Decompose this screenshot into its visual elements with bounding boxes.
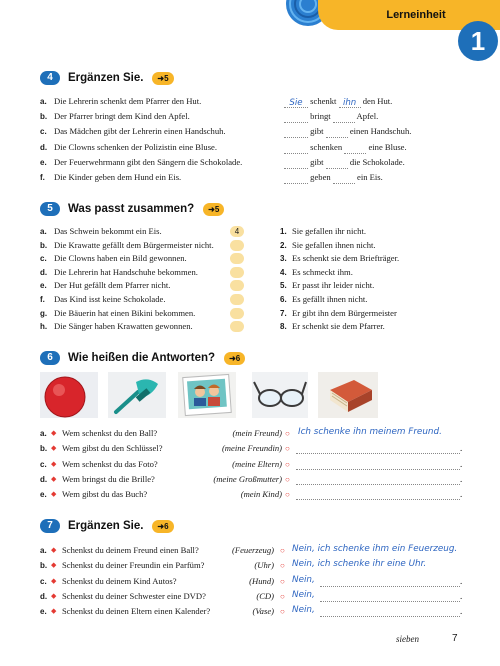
item-sentence: Der Feuerwehrmann gibt den Sängern die Schokolade. (54, 156, 243, 167)
hint: (Vase) (252, 606, 274, 617)
match-number: 2. (280, 240, 287, 250)
exercise-4-item (40, 141, 460, 154)
handwritten-answer: Sie (289, 98, 303, 108)
handwritten-answer: Nein, ich schenke ihr eine Uhr. (292, 559, 427, 570)
header-title: Lerneinheit (386, 9, 446, 21)
hint: (mein Freund) (232, 428, 282, 438)
hint: (mein Kind) (240, 489, 282, 500)
item-letter: g. (40, 308, 48, 318)
item-letter: a. (40, 429, 47, 438)
page-word: sieben (396, 634, 419, 644)
item-letter: e. (40, 490, 47, 500)
answer-marker-icon: ○ (280, 546, 285, 555)
match-right-sentence: Es gefällt ihnen nicht. (292, 294, 368, 304)
handwritten-answer: Nein, (292, 605, 315, 616)
sentence-period: . (460, 575, 463, 586)
sentence-period: . (460, 458, 463, 469)
hint: (Uhr) (254, 560, 274, 571)
match-left-item (40, 225, 470, 238)
answer-line[interactable] (296, 442, 463, 454)
completion-line (284, 125, 411, 138)
item-sentence: Das Mädchen gibt der Lehrerin einen Handschuh. (54, 126, 226, 137)
answer-box[interactable] (230, 294, 244, 305)
match-right-sentence: Sie gefallen ihnen nicht. (292, 239, 376, 250)
object-blank[interactable] (333, 111, 355, 123)
item-letter: b. (40, 561, 48, 571)
question: Wem schenkst du das Foto? (62, 458, 158, 469)
verb: gibt (310, 156, 324, 167)
exercise-number: 7 (40, 519, 60, 533)
item-sentence: Die Sänger haben Krawatten gewonnen. (54, 321, 193, 332)
key-image (108, 372, 166, 418)
item-letter: f. (40, 295, 45, 304)
handwritten-answer: Ich schenke ihn meinem Freund. (298, 427, 442, 437)
exercise-title: Ergänzen Sie. (68, 520, 144, 532)
page-number: 7 (452, 633, 458, 644)
item-letter: d. (40, 474, 48, 484)
match-right-sentence: Es schenkt sie dem Briefträger. (292, 253, 400, 264)
item-letter: c. (40, 459, 47, 469)
unit-number-badge: 1 (458, 21, 498, 61)
item-sentence: Die Kinder geben dem Hund ein Eis. (54, 172, 182, 182)
answer-marker-icon: ○ (285, 459, 290, 469)
bullet-icon: ◆ (51, 444, 57, 453)
object-blank[interactable] (339, 96, 361, 108)
match-number: 1. (280, 227, 287, 236)
match-number: 5. (280, 281, 287, 291)
completion-line (284, 156, 405, 169)
item-letter: e. (40, 281, 47, 291)
remaining-phrase: Apfel. (356, 111, 379, 122)
item-letter: a. (40, 97, 47, 106)
item-letter: h. (40, 322, 48, 332)
completion-line (284, 141, 407, 154)
item-letter: c. (40, 254, 47, 264)
question: Schenkst du deiner Schwester eine DVD? (62, 590, 206, 601)
match-left-item (40, 279, 470, 292)
remaining-phrase: den Hut. (362, 96, 393, 106)
verb: schenken (310, 141, 343, 152)
exercise-number: 5 (40, 202, 60, 216)
bullet-icon: ◆ (51, 607, 57, 616)
match-number: 6. (280, 295, 287, 304)
reference-badge: ➜6 (152, 520, 173, 533)
completion-line (284, 110, 378, 123)
exercise-7-item (40, 575, 470, 588)
bullet-icon: ◆ (51, 546, 57, 554)
sentence-period: . (460, 443, 463, 454)
item-letter: e. (40, 607, 47, 617)
sentence-period: . (460, 590, 463, 601)
answer-line[interactable] (296, 458, 463, 470)
answer-box[interactable] (230, 267, 244, 278)
item-letter: a. (40, 546, 47, 555)
item-sentence: Die Clowns schenken der Polizistin eine Bluse. (54, 141, 218, 152)
question: Schenkst du deinem Freund einen Ball? (62, 545, 199, 555)
object-blank[interactable] (326, 157, 348, 169)
bullet-icon: ◆ (51, 490, 57, 499)
question: Wem bringst du die Brille? (62, 473, 155, 484)
item-sentence: Das Schwein bekommt ein Eis. (54, 226, 162, 236)
ball-image (40, 372, 98, 418)
answer-line[interactable] (296, 473, 463, 485)
verb: schenkt (310, 96, 337, 106)
item-letter: c. (40, 576, 47, 586)
match-left-item (40, 239, 470, 252)
sentence-period: . (460, 473, 463, 484)
answer-line[interactable] (320, 605, 463, 617)
bullet-icon: ◆ (51, 561, 57, 570)
match-left-item (40, 293, 470, 306)
exercise-4-item (40, 125, 460, 138)
match-number: 4. (280, 267, 287, 277)
answer-box[interactable] (230, 280, 244, 291)
item-letter: d. (40, 142, 48, 152)
exercise-6-item (40, 473, 463, 486)
bullet-icon: ◆ (51, 576, 57, 585)
exercise-6-item (40, 427, 460, 440)
answer-marker-icon: ○ (285, 444, 290, 454)
item-letter: f. (40, 173, 45, 182)
answer-box[interactable] (230, 240, 244, 251)
item-letter: c. (40, 127, 47, 137)
object-blank[interactable] (333, 172, 355, 184)
question: Schenkst du deinen Eltern einen Kalender? (62, 606, 211, 617)
answer-box[interactable]: 4 (230, 226, 244, 237)
answer-line[interactable] (320, 575, 463, 587)
exercise-4-item (40, 110, 460, 123)
handwritten-answer: Nein, ich schenke ihm ein Feuerzeug. (292, 544, 458, 554)
subject-blank[interactable] (284, 157, 308, 169)
object-blank[interactable] (326, 126, 348, 138)
item-sentence: Das Kind isst keine Schokolade. (54, 294, 166, 304)
exercise-7-item (40, 590, 470, 603)
remaining-phrase: einen Handschuh. (349, 126, 412, 137)
handwritten-answer: Nein, (292, 589, 315, 600)
exercise-6-heading (40, 349, 245, 367)
match-right-sentence: Er gibt ihn dem Bürgermeister (292, 307, 397, 318)
item-sentence: Die Bäuerin hat einen Bikini bekommen. (54, 307, 196, 318)
reference-badge: ➜5 (203, 203, 224, 216)
item-sentence: Der Hut gefällt dem Pfarrer nicht. (54, 280, 171, 291)
subject-blank[interactable] (284, 172, 308, 184)
exercise-7-item (40, 544, 470, 557)
remaining-phrase: eine Bluse. (368, 141, 407, 152)
answer-marker-icon: ○ (280, 591, 285, 601)
answer-marker-icon: ○ (285, 474, 290, 484)
hint: (Feuerzeug) (232, 545, 274, 555)
hint: (meine Großmutter) (213, 473, 282, 484)
subject-blank[interactable] (284, 142, 308, 154)
remaining-phrase: ein Eis. (357, 172, 383, 182)
reference-badge: ➜6 (224, 352, 245, 365)
item-letter: b. (40, 112, 48, 122)
exercise-title: Was passt zusammen? (68, 203, 195, 215)
hint: (meine Freundin) (221, 443, 282, 454)
match-number: 7. (280, 308, 287, 318)
item-sentence: Der Pfarrer bringt dem Kind den Apfel. (54, 111, 190, 122)
handwritten-answer: Nein, (292, 574, 315, 585)
question: Wem schenkst du den Ball? (62, 428, 158, 438)
bullet-icon: ◆ (51, 474, 57, 483)
exercise-7-heading (40, 517, 174, 535)
bullet-icon: ◆ (51, 591, 57, 600)
answer-marker-icon: ○ (280, 561, 285, 571)
question: Schenkst du deiner Freundin ein Parfüm? (62, 560, 205, 571)
verb: bringt (310, 111, 331, 122)
match-left-item (40, 320, 470, 333)
item-letter: b. (40, 444, 48, 454)
exercise-6-item (40, 458, 463, 471)
item-sentence: Die Clowns haben ein Bild gewonnen. (54, 253, 187, 264)
exercise-title: Wie heißen die Antworten? (68, 352, 216, 364)
exercise-7-item (40, 559, 470, 572)
completion-line (284, 95, 392, 108)
item-sentence: Die Lehrerin hat Handschuhe bekommen. (54, 266, 198, 277)
exercise-4-heading (40, 69, 174, 87)
item-letter: d. (40, 267, 48, 277)
match-left-item (40, 266, 470, 279)
hint: (meine Eltern) (232, 458, 282, 469)
subject-blank[interactable] (284, 96, 308, 108)
object-blank[interactable] (344, 142, 366, 154)
reference-badge: ➜5 (152, 72, 173, 85)
answer-box[interactable] (230, 321, 244, 332)
exercise-6-item (40, 442, 463, 455)
exercise-7-item (40, 605, 470, 618)
glasses-image (252, 372, 308, 418)
answer-box[interactable] (230, 308, 244, 319)
item-sentence: Die Lehrerin schenkt dem Pfarrer den Hut. (54, 96, 202, 106)
match-right-sentence: Er passt ihr leider nicht. (292, 280, 375, 291)
exercise-title: Ergänzen Sie. (68, 72, 144, 84)
sentence-period: . (460, 606, 463, 617)
answer-marker-icon: ○ (280, 576, 285, 586)
match-right-sentence: Sie gefallen ihr nicht. (292, 226, 366, 236)
remaining-phrase: die Schokolade. (349, 156, 405, 167)
match-right-sentence: Es schmeckt ihm. (292, 266, 353, 277)
question: Wem gibst du den Schlüssel? (62, 443, 163, 454)
item-sentence: Die Krawatte gefällt dem Bürgermeister nicht. (54, 239, 214, 250)
handwritten-answer: ihn (342, 98, 357, 108)
match-right-sentence: Er schenkt sie dem Pfarrer. (292, 321, 385, 332)
verb: geben (310, 172, 331, 182)
question: Wem gibst du das Buch? (62, 489, 148, 500)
exercise-number: 4 (40, 71, 60, 85)
answer-line[interactable] (320, 590, 463, 602)
item-letter: d. (40, 591, 48, 601)
item-letter: e. (40, 157, 47, 167)
exercise-4-item (40, 156, 460, 169)
exercise-5-heading (40, 200, 224, 218)
answer-marker-icon: ○ (285, 429, 290, 438)
match-number: 3. (280, 254, 287, 264)
answer-line[interactable] (296, 488, 463, 500)
bullet-icon: ◆ (51, 429, 57, 437)
answer-marker-icon: ○ (280, 607, 285, 617)
hint: (Hund) (249, 575, 274, 586)
match-left-item (40, 252, 470, 265)
item-letter: a. (40, 227, 47, 236)
bullet-icon: ◆ (51, 459, 57, 468)
exercise-number: 6 (40, 351, 60, 365)
match-left-item (40, 307, 470, 320)
book-image (318, 372, 378, 418)
verb: gibt (310, 126, 324, 137)
question: Schenkst du deinem Kind Autos? (62, 575, 177, 586)
sentence-period: . (460, 489, 463, 500)
hint: (CD) (256, 590, 274, 601)
exercise-6-item (40, 488, 463, 501)
match-number: 8. (280, 322, 287, 332)
exercise-4-item (40, 95, 460, 108)
answer-box[interactable] (230, 253, 244, 264)
exercise-4-item (40, 171, 460, 184)
completion-line (284, 171, 383, 184)
subject-blank[interactable] (284, 126, 308, 138)
photo-image (178, 372, 236, 418)
subject-blank[interactable] (284, 111, 308, 123)
item-letter: b. (40, 240, 48, 250)
answer-marker-icon: ○ (285, 490, 290, 500)
